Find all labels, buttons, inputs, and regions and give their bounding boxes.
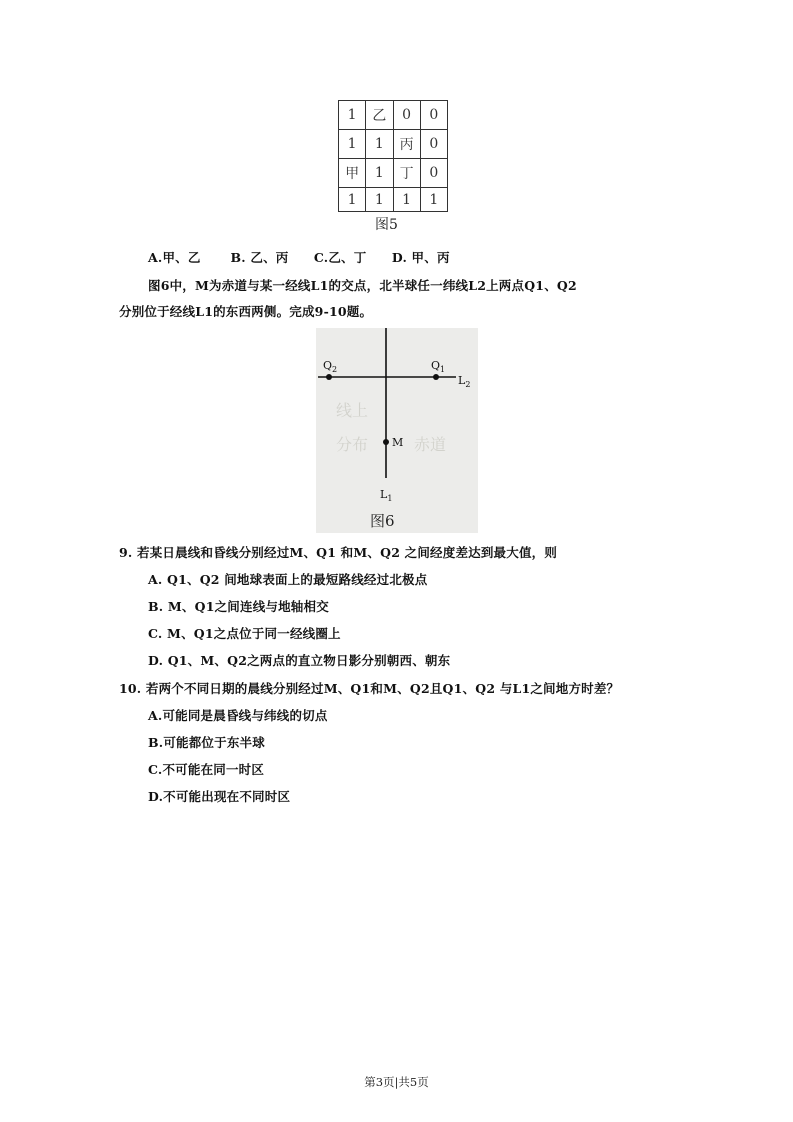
intro-line-2: 分别位于经线L1的东西两侧。完成9-10题。 [119,304,373,319]
figure-5-grid [338,100,448,212]
figure-5-caption: 图5 [375,217,398,233]
grid-row [339,130,448,159]
grid-cell: 1 [339,188,366,212]
grid-cell: 乙 [366,101,393,130]
q9-option-d: D. Q1、M、Q2之两点的直立物日影分别朝西、朝东 [148,653,451,668]
grid-cell: 1 [339,130,366,159]
grid-cell: 1 [393,188,420,212]
q10-option-c: C.不可能在同一时区 [148,762,265,777]
grid-cell: 0 [420,159,447,188]
q9-stem: 9. 若某日晨线和昏线分别经过M、Q1 和M、Q2 之间经度差达到最大值，则 [119,545,558,560]
grid-cell: 1 [339,101,366,130]
grid-cell: 1 [366,159,393,188]
faint-text-3: 赤道 [414,435,447,454]
figure-6-svg [316,328,478,533]
grid-cell: 1 [366,130,393,159]
faint-text-1: 线上 [336,401,369,420]
grid-cell: 丁 [393,159,420,188]
grid-row [339,188,448,212]
intro-line-1: 图6中，M为赤道与某一经线L1的交点，北半球任一纬线L2上两点Q1、Q2 [148,278,577,293]
grid-cell: 丙 [393,130,420,159]
page-footer: 第3页|共5页 [364,1075,429,1089]
q9-option-c: C. M、Q1之点位于同一经线圈上 [148,626,341,641]
grid-cell: 1 [420,188,447,212]
point-q1 [433,374,439,380]
label-l1: $L_1$ [380,488,393,503]
q10-option-b: B.可能都位于东半球 [148,735,265,750]
q8-options: A.甲、乙 B. 乙、丙 C.乙、丁 D. 甲、丙 [148,250,450,265]
grid-cell: 0 [420,101,447,130]
label-m: M [392,436,404,449]
label-q1: $Q_1$ [431,359,446,374]
faint-text-2: 分布 [336,435,369,454]
q10-option-a: A.可能同是晨昏线与纬线的切点 [148,708,328,723]
q9-option-a: A. Q1、Q2 间地球表面上的最短路线经过北极点 [148,572,428,587]
label-q2: $Q_2$ [323,359,338,374]
label-l2: $L_2$ [458,374,471,389]
figure-6-caption: 图6 [370,512,395,530]
q9-option-b: B. M、Q1之间连线与地轴相交 [148,599,329,614]
figure-6-diagram [316,328,478,533]
grid-cell: 0 [393,101,420,130]
point-q2 [326,374,332,380]
grid-table [338,100,448,212]
grid-cell: 甲 [339,159,366,188]
q10-stem: 10. 若两个不同日期的晨线分别经过M、Q1和M、Q2且Q1、Q2 与L1之间地方时差？ [119,681,620,696]
grid-cell: 1 [366,188,393,212]
point-m [383,439,389,445]
q10-option-d: D.不可能出现在不同时区 [148,789,291,804]
grid-row [339,159,448,188]
grid-cell: 0 [420,130,447,159]
grid-row [339,101,448,130]
